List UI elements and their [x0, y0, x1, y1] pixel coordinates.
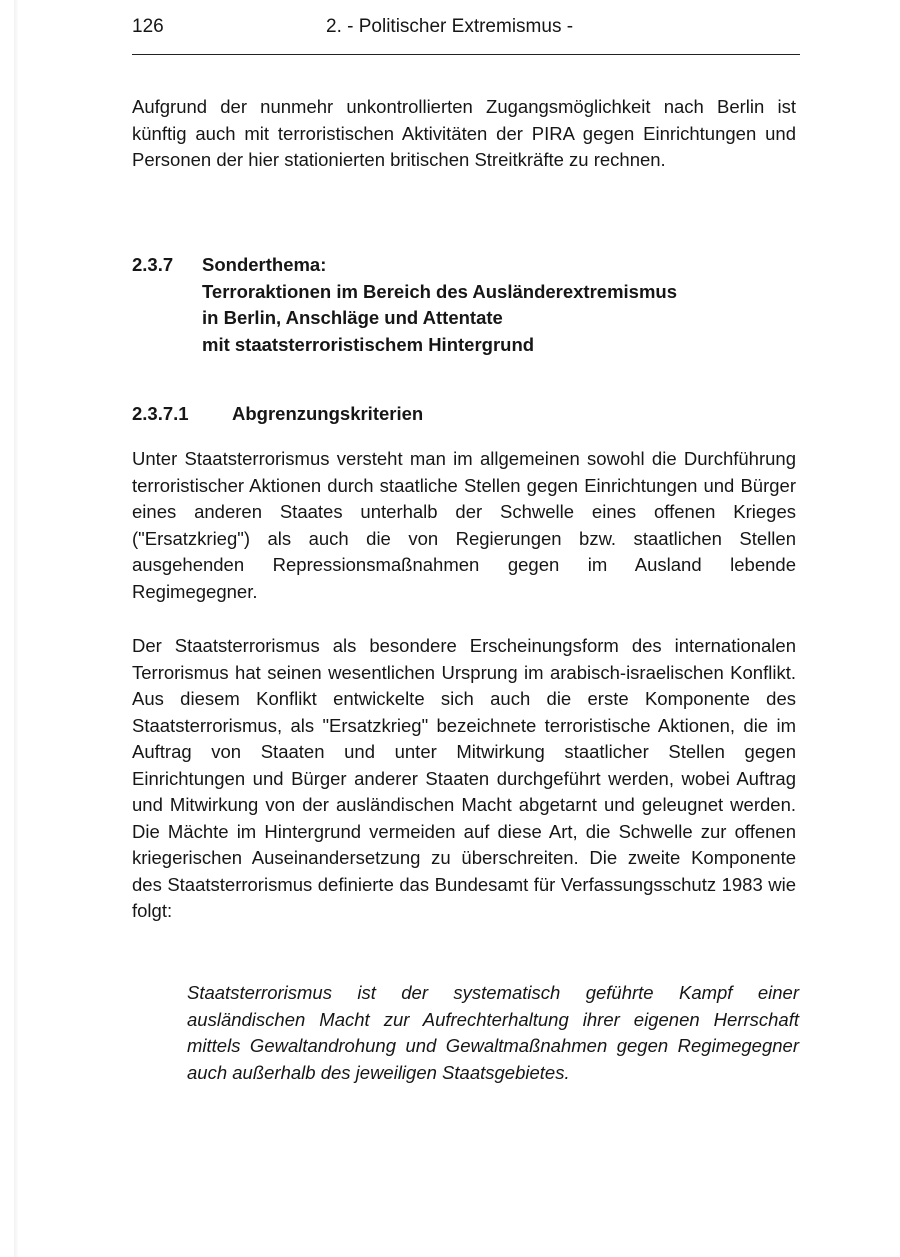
quote-definition: Staatsterrorismus ist der systematisch geführte Kampf einer ausländischen Macht zur Aufrechterhaltung ihrer eigenen Herrschaft mittels Gewaltandrohung und Gewaltmaßnahmen gegen Regimegegner auch außerhalb des jeweiligen Staatsgebietes.	[187, 982, 799, 1083]
subsection-title-text: Abgrenzungskriterien	[232, 403, 424, 424]
chapter-title: 2. - Politischer Extremismus -	[326, 16, 574, 37]
paragraph-origin: Der Staatsterrorismus als besondere Erscheinungsform des internationalen Terrorismus hat seinen wesentlichen Ursprung im arabisch-israelischen Konflikt. Aus diesem Konflikt entwickelte sich auch die erste Komponente des Staatsterrorismus, als "Ersatzkrieg" bezeichnete terroristische Aktionen, die im Auftrag von Staaten und unter Mitwirkung staatlicher Stellen gegen Einrichtungen und Bürger anderer Staaten durchgeführt werden, wobei Auftrag und Mitwirkung von der ausländischen Macht abgetarnt und geleugnet werden. Die Mächte im Hintergrund vermeiden auf diese Art, die Schwelle zur offenen kriegerischen Auseinandersetzung zu überschreiten. Die zweite Komponente des Staatsterrorismus definierte das Bundesamt für Verfassungsschutz 1983 wie folgt:	[132, 635, 796, 921]
section-title	[202, 252, 677, 358]
subsection-number: 2.3.7.1	[132, 403, 189, 424]
page-number: 126	[132, 16, 164, 37]
section-title-line: Sonderthema:	[202, 254, 327, 275]
subsection-title	[232, 401, 423, 428]
section-title-line: mit staatsterroristischem Hintergrund	[202, 333, 535, 355]
section-title-line: Terroraktionen im Bereich des Ausländerextremismus	[202, 280, 678, 302]
scan-page-edge	[14, 0, 18, 1257]
paragraph-pira: Aufgrund der nunmehr unkontrollierten Zugangsmöglichkeit nach Berlin ist künftig auch mit terroristischen Aktivitäten der PIRA gegen Einrichtungen und Personen der hier stationierten britischen Streitkräfte zu rechnen.	[132, 96, 796, 170]
header-rule	[132, 54, 800, 55]
page-header	[132, 16, 800, 46]
section-title-line: in Berlin, Anschläge und Attentate	[202, 307, 503, 328]
section-number: 2.3.7	[132, 254, 174, 275]
paragraph-definition: Unter Staatsterrorismus versteht man im allgemeinen sowohl die Durchführung terroristischer Aktionen durch staatliche Stellen gegen Einrichtungen und Bürger eines anderen Staates unterhalb der Schwelle eines offenen Krieges ("Ersatzkrieg") als auch die von Regierungen bzw. staatlichen Stellen ausgehenden Repressionsmaßnahmen gegen im Ausland lebende Regimegegner.	[132, 448, 796, 602]
